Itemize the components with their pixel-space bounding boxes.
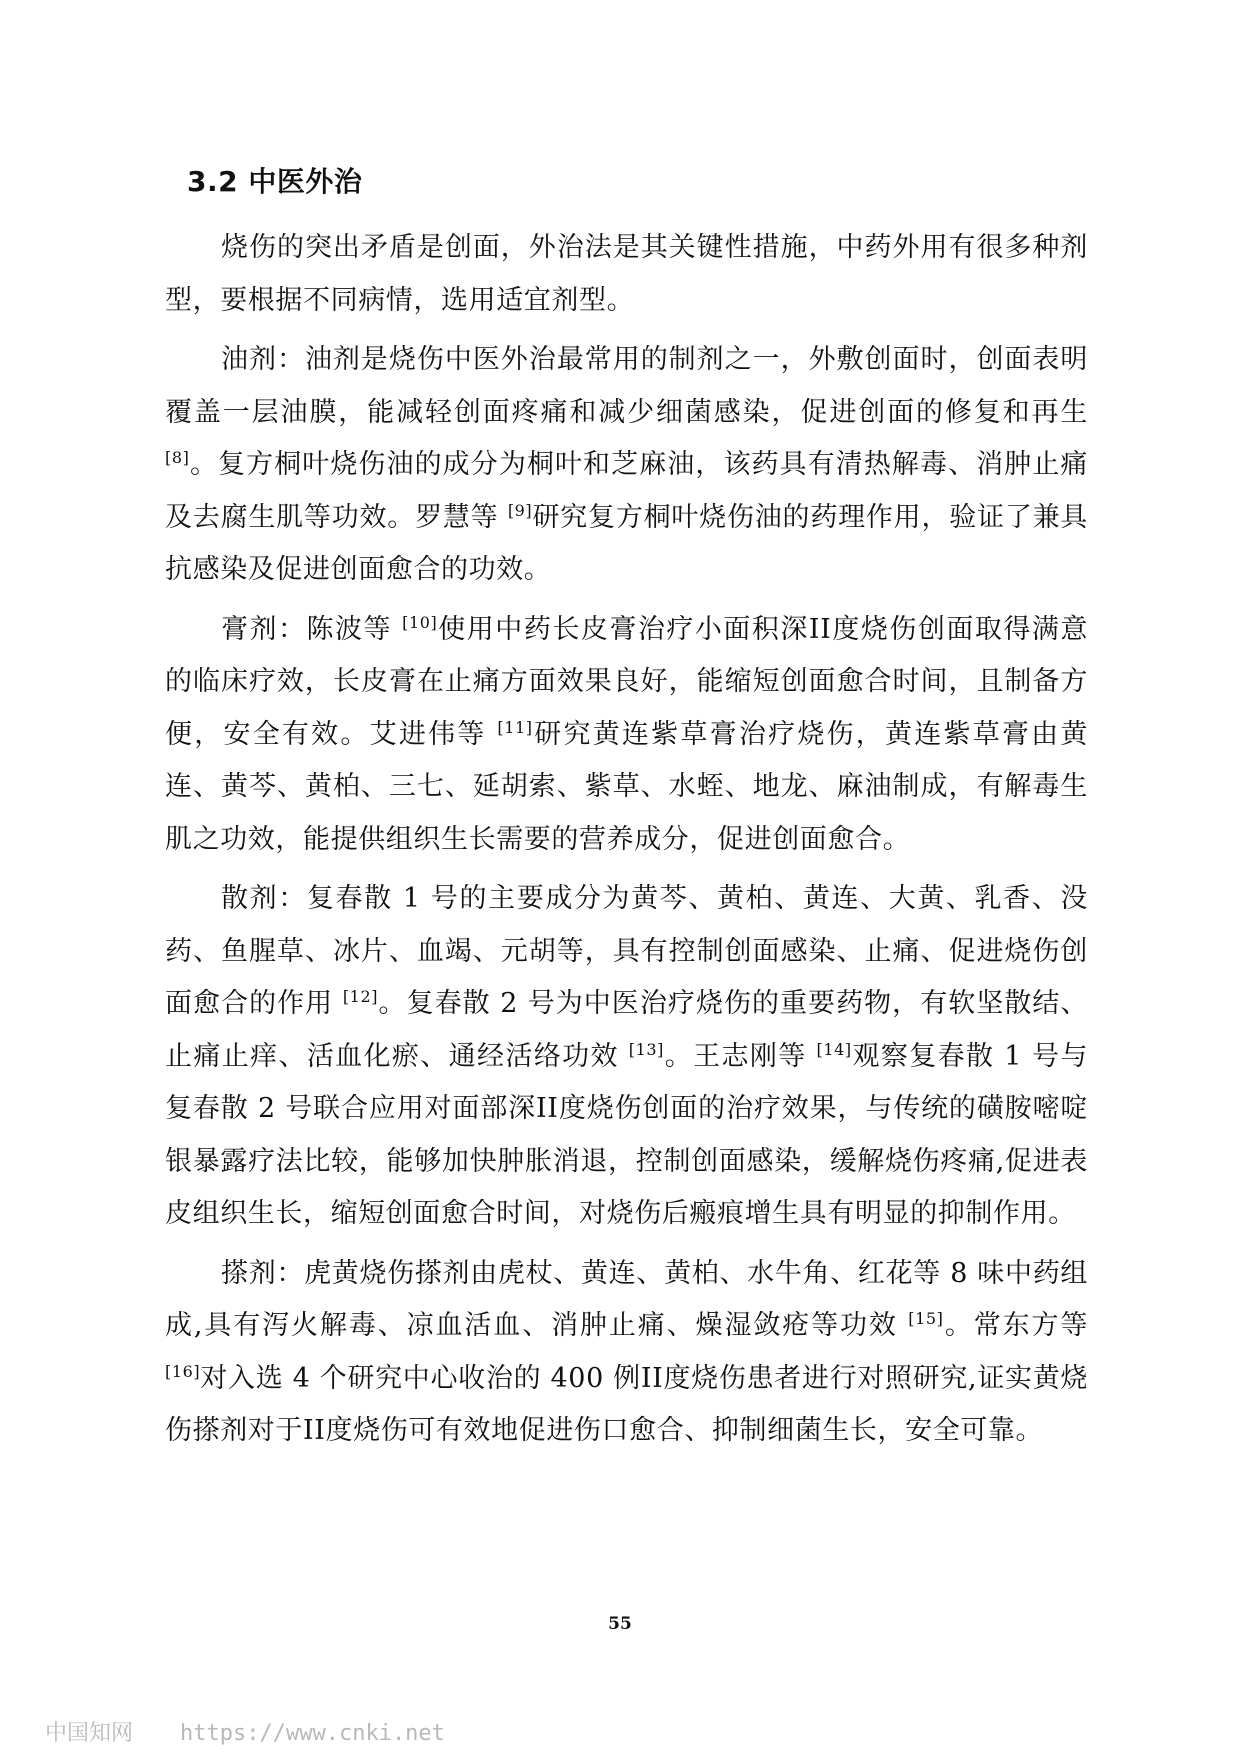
citation-marker: [13] xyxy=(628,1039,664,1059)
watermark-brand: 中国知网 xyxy=(45,1721,134,1746)
watermark-url: https://www.cnki.net xyxy=(180,1721,445,1746)
body-text xyxy=(165,222,1088,1465)
paragraph-text: 使用中药长皮膏治疗小面积深II度烧伤创面取得满意的临床疗效，长皮膏在止痛方面效果良好，能缩短创面愈合时间，且制备方便，安全有效。艾进伟等 xyxy=(165,613,1088,750)
page-number: 55 xyxy=(608,1614,632,1634)
paragraph-text: 散剂：复春散 1 号的主要成分为黄芩、黄柏、黄连、大黄、乳香、没药、鱼腥草、冰片、血竭、元胡等，具有控制创面感染、止痛、促进烧伤创面愈合的作用 xyxy=(165,883,1088,1019)
paragraph-text: 油剂：油剂是烧伤中医外治最常用的制剂之一，外敷创面时，创面表明覆盖一层油膜，能减轻创面疼痛和减少细菌感染，促进创面的修复和再生 xyxy=(165,344,1088,428)
paragraph-text: 观察复春散 1 号与复春散 2 号联合应用对面部深II度烧伤创面的治疗效果，与传统的磺胺嘧啶银暴露疗法比较，能够加快肿胀消退，控制创面感染，缓解烧伤疼痛,促进表皮组织生长，缩短创面愈合时间，对烧伤后瘢痕增生具有明显的抑制作用。 xyxy=(165,1040,1088,1229)
body-paragraph xyxy=(165,334,1088,597)
paragraph-text: 。王志刚等 xyxy=(664,1040,817,1072)
paragraph-text: 搽剂：虎黄烧伤搽剂由虎杖、黄连、黄柏、水牛角、红花等 8 味中药组成,具有泻火解毒、凉血活血、消肿止痛、燥湿敛疮等功效 xyxy=(165,1257,1088,1341)
citation-marker: [14] xyxy=(816,1039,852,1059)
citation-marker: [10] xyxy=(402,612,438,632)
citation-marker: [15] xyxy=(908,1309,944,1328)
paragraph-text: 。常东方等 xyxy=(943,1310,1088,1341)
paragraph-text: 烧伤的突出矛盾是创面，外治法是其关键性措施，中药外用有很多种剂型，要根据不同病情，选用适宜剂型。 xyxy=(165,232,1088,316)
body-paragraph xyxy=(165,604,1088,867)
citation-marker: [8] xyxy=(165,448,190,467)
cnki-watermark xyxy=(45,1716,445,1747)
citation-marker: [16] xyxy=(165,1361,201,1381)
paragraph-text: 膏剂：陈波等 xyxy=(221,613,403,645)
citation-marker: [9] xyxy=(507,500,533,520)
citation-marker: [12] xyxy=(342,987,379,1006)
body-paragraph xyxy=(165,222,1088,327)
section-heading: 3.2 中医外治 xyxy=(187,165,363,198)
body-paragraph xyxy=(165,873,1088,1241)
paragraph-text: 。复春散 2 号为中医治疗烧伤的重要药物，有软坚散结、止痛止痒、活血化瘀、通经活络功效 xyxy=(165,988,1088,1072)
paragraph-text: 对入选 4 个研究中心收治的 400 例II度烧伤患者进行对照研究,证实黄烧伤搽剂对于II度烧伤可有效地促进伤口愈合、抑制细菌生长，安全可靠。 xyxy=(165,1362,1088,1446)
body-paragraph xyxy=(165,1248,1088,1458)
citation-marker: [11] xyxy=(497,717,533,737)
paragraph-text: 。复方桐叶烧伤油的成分为桐叶和芝麻油，该药具有清热解毒、消肿止痛及去腐生肌等功效。罗慧等 xyxy=(165,449,1088,533)
paragraph-text: 研究黄连紫草膏治疗烧伤，黄连紫草膏由黄连、黄芩、黄柏、三七、延胡索、紫草、水蛭、地龙、麻油制成，有解毒生肌之功效，能提供组织生长需要的营养成分，促进创面愈合。 xyxy=(165,718,1088,855)
paragraph-text: 研究复方桐叶烧伤油的药理作用，验证了兼具抗感染及促进创面愈合的功效。 xyxy=(165,501,1089,585)
